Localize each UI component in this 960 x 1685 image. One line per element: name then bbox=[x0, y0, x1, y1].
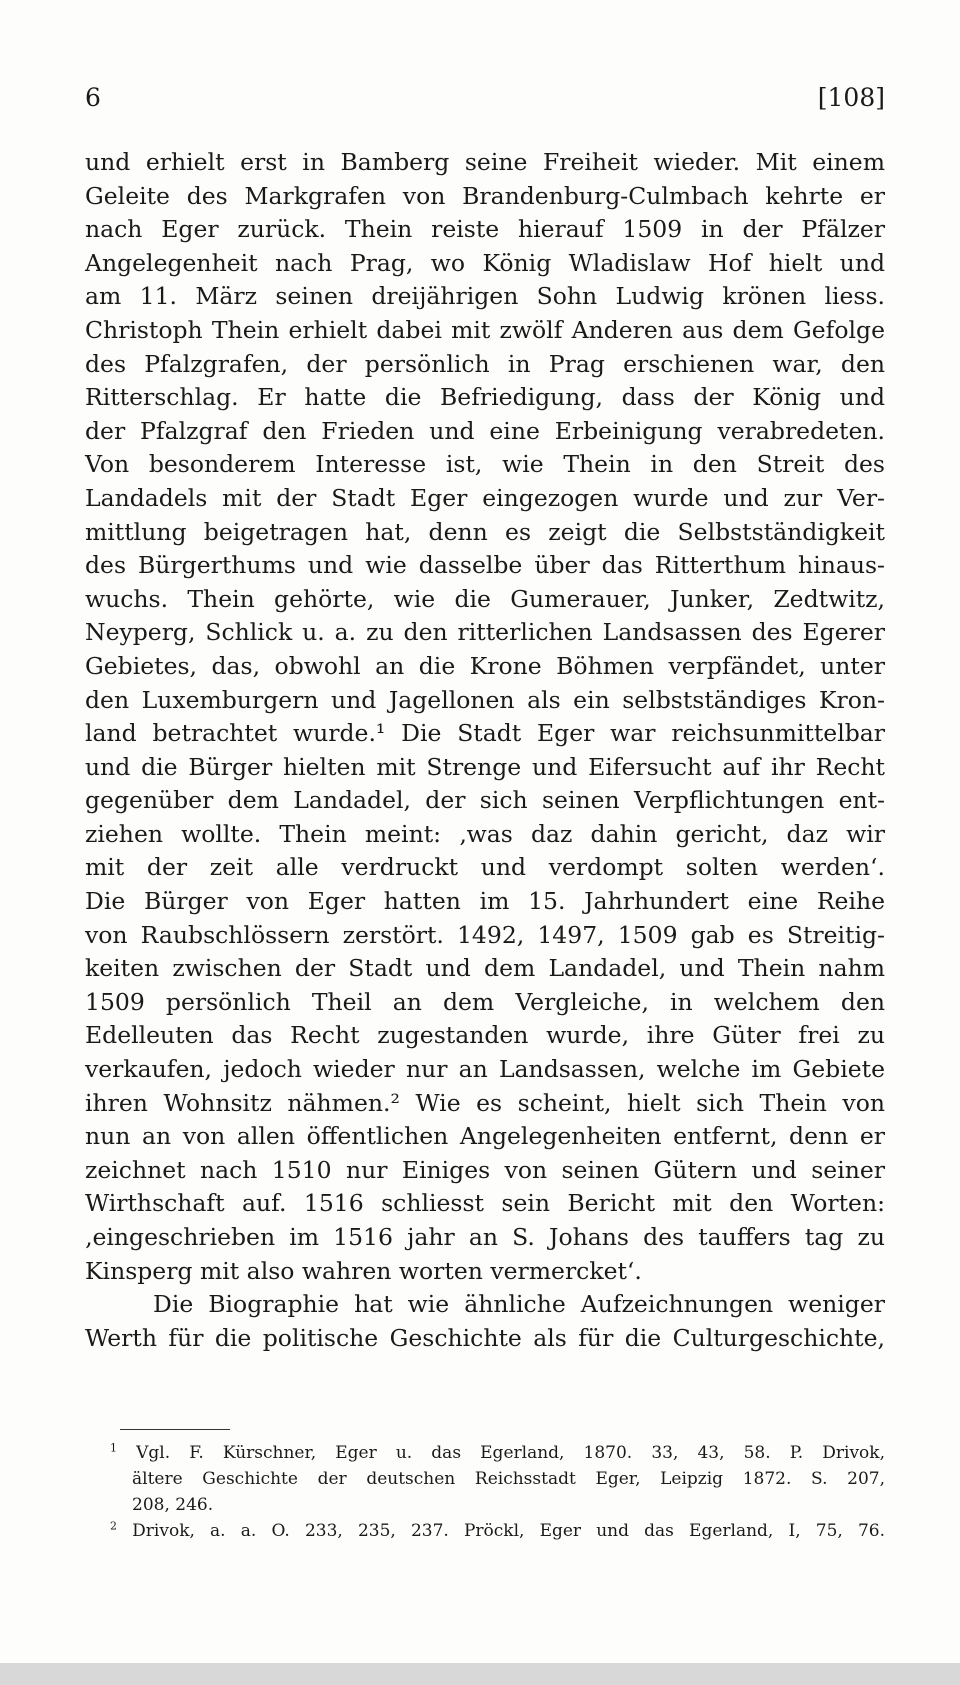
text-line: ihren Wohnsitz nähmen.² Wie es scheint, hielt sich Thein von bbox=[85, 1088, 885, 1117]
text-line: Gebietes, das, obwohl an die Krone Böhmen verpfändet, unter bbox=[85, 651, 885, 680]
page-header bbox=[85, 80, 885, 116]
footnote-1-continuation: ältere Geschichte der deutschen Reichsstadt Eger, Leipzig 1872. S. 207, bbox=[132, 1469, 885, 1489]
text-line: Edelleuten das Recht zugestanden wurde, ihre Güter frei zu bbox=[85, 1021, 885, 1050]
text-line: nach Eger zurück. Thein reiste hierauf 1509 in der Pfälzer bbox=[85, 215, 885, 244]
text-line: mit der zeit alle verdruckt und verdompt solten werden‘. bbox=[85, 853, 885, 882]
text-line: Die Bürger von Eger hatten im 15. Jahrhundert eine Reihe bbox=[85, 887, 885, 916]
text-line: des Bürgerthums und wie dasselbe über das Ritterthum hinaus- bbox=[85, 551, 885, 580]
scan-bottom-edge bbox=[0, 1663, 960, 1685]
text-line: Christoph Thein erhielt dabei mit zwölf Anderen aus dem Gefolge bbox=[85, 315, 885, 344]
text-line: Werth für die politische Geschichte als für die Culturgeschichte, bbox=[85, 1323, 885, 1352]
footnotes bbox=[110, 1440, 885, 1544]
text-line: Wirthschaft auf. 1516 schliesst sein Bericht mit den Worten: bbox=[85, 1189, 885, 1218]
text-line: am 11. März seinen dreijährigen Sohn Ludwig krönen liess. bbox=[85, 282, 885, 311]
text-line: keiten zwischen der Stadt und dem Landadel, und Thein nahm bbox=[85, 954, 885, 983]
main-text bbox=[85, 146, 885, 1355]
text-line: von Raubschlössern zerstört. 1492, 1497, 1509 gab es Streitig- bbox=[85, 920, 885, 949]
page-number: 6 bbox=[85, 83, 101, 112]
text-line: Neyperg, Schlick u. a. zu den ritterlichen Landsassen des Egerer bbox=[85, 618, 885, 647]
footnote-1-continuation: 208, 246. bbox=[132, 1495, 214, 1515]
text-line: Ritterschlag. Er hatte die Befriedigung, dass der König und bbox=[85, 383, 885, 412]
text-line: nun an von allen öffentlichen Angelegenheiten entfernt, denn er bbox=[85, 1122, 885, 1151]
text-line: land betrachtet wurde.¹ Die Stadt Eger war reichsunmittelbar bbox=[85, 719, 885, 748]
footnote-1 bbox=[110, 1440, 885, 1466]
text-line: den Luxemburgern und Jagellonen als ein selbstständiges Kron- bbox=[85, 685, 885, 714]
text-line: mittlung beigetragen hat, denn es zeigt die Selbstständigkeit bbox=[85, 517, 885, 546]
text-line: Die Biographie hat wie ähnliche Aufzeichnungen weniger bbox=[153, 1290, 885, 1319]
text-line: 1509 persönlich Theil an dem Vergleiche, in welchem den bbox=[85, 987, 885, 1016]
footnote-text: Vgl. F. Kürschner, Eger u. das Egerland, 1870. 33, 43, 58. P. Drivok, bbox=[136, 1443, 885, 1463]
footnote-marker: 1 bbox=[110, 1441, 117, 1455]
text-line: ziehen wollte. Thein meint: ‚was daz dahin gericht, daz wir bbox=[85, 819, 885, 848]
footnote-divider bbox=[120, 1429, 230, 1430]
text-line: wuchs. Thein gehörte, wie die Gumerauer, Junker, Zedtwitz, bbox=[85, 584, 885, 613]
text-line: des Pfalzgrafen, der persönlich in Prag erschienen war, den bbox=[85, 349, 885, 378]
text-line: Angelegenheit nach Prag, wo König Wladislaw Hof hielt und bbox=[85, 248, 885, 277]
text-line: ‚eingeschrieben im 1516 jahr an S. Johans des tauffers tag zu bbox=[85, 1223, 885, 1251]
text-line: zeichnet nach 1510 nur Einiges von seinen Gütern und seiner bbox=[85, 1155, 885, 1184]
footnote-text: Drivok, a. a. O. 233, 235, 237. Pröckl, Eger und das Egerland, I, 75, 76. bbox=[132, 1521, 885, 1541]
page-reference: [108] bbox=[817, 83, 885, 112]
footnote-marker: 2 bbox=[110, 1519, 117, 1533]
text-line: und erhielt erst in Bamberg seine Freiheit wieder. Mit einem bbox=[85, 148, 885, 176]
footnote-2 bbox=[110, 1518, 885, 1544]
text-line: Geleite des Markgrafen von Brandenburg-Culmbach kehrte er bbox=[85, 181, 885, 210]
text-line: Landadels mit der Stadt Eger eingezogen wurde und zur Ver- bbox=[85, 483, 885, 512]
text-line: Kinsperg mit also wahren worten vermercket‘. bbox=[85, 1256, 642, 1285]
text-line: Von besonderem Interesse ist, wie Thein in den Streit des bbox=[85, 450, 885, 479]
text-line: der Pfalzgraf den Frieden und eine Erbeinigung verabredeten. bbox=[85, 416, 885, 445]
text-line: und die Bürger hielten mit Strenge und Eifersucht auf ihr Recht bbox=[85, 752, 885, 781]
text-line: gegenüber dem Landadel, der sich seinen Verpflichtungen ent- bbox=[85, 786, 885, 815]
text-line: verkaufen, jedoch wieder nur an Landsassen, welche im Gebiete bbox=[85, 1055, 885, 1084]
